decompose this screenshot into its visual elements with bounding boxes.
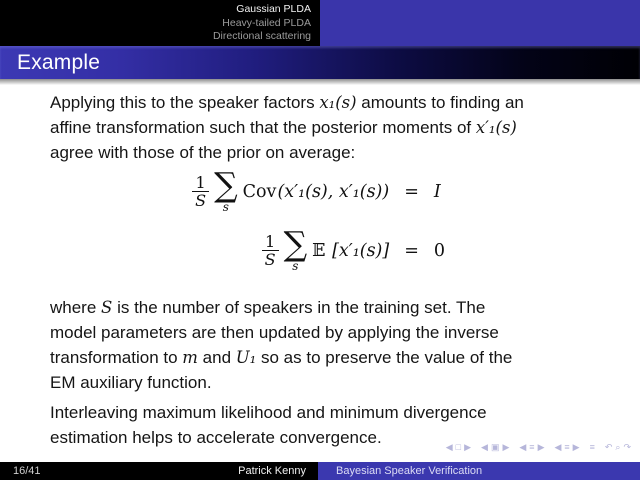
footer-author-box bbox=[0, 462, 318, 480]
text-segment: estimation helps to accelerate convergence. bbox=[50, 428, 382, 447]
equation-2-rhs: 0 bbox=[433, 240, 446, 261]
text-line bbox=[50, 400, 610, 425]
cov-operator: Cov bbox=[242, 181, 277, 202]
text-segment: Applying this to the speaker factors bbox=[50, 93, 320, 112]
text-segment: EM auxiliary function. bbox=[50, 373, 212, 392]
inline-math-x1s: x₁(s) bbox=[319, 93, 357, 112]
equals-sign: = bbox=[404, 240, 419, 261]
expectation-arguments: [x′₁(s)] bbox=[332, 240, 390, 261]
header-section-nav bbox=[0, 0, 320, 46]
inline-math-x1-prime-s: x′₁(s) bbox=[475, 118, 517, 137]
inline-math-m: m bbox=[182, 348, 198, 367]
paragraph-intro bbox=[50, 90, 610, 165]
subsection-icon[interactable]: ≡ bbox=[529, 442, 535, 452]
fraction-denominator: S bbox=[262, 250, 279, 268]
slide-nav-group bbox=[446, 442, 471, 452]
frame-icon[interactable]: ▣ bbox=[490, 442, 500, 452]
nav-section-gaussian-plda[interactable]: Gaussian PLDA bbox=[236, 3, 311, 15]
section-nav-group bbox=[554, 442, 579, 452]
appendix-nav-group bbox=[590, 442, 595, 452]
equation-2-body bbox=[312, 241, 389, 261]
fraction-1-over-S bbox=[262, 233, 279, 269]
footer-author: Patrick Kenny bbox=[238, 465, 306, 477]
sum-index: s bbox=[292, 259, 299, 274]
expectation-operator: 𝔼 bbox=[312, 240, 326, 261]
history-nav-group bbox=[605, 442, 631, 452]
paragraph-explanation bbox=[50, 295, 610, 395]
equation-block bbox=[0, 165, 640, 274]
next-section-icon[interactable]: ▶ bbox=[572, 442, 580, 452]
prev-subsection-icon[interactable]: ◀ bbox=[519, 442, 527, 452]
beamer-nav-symbols bbox=[446, 442, 631, 452]
title-bar-shadow bbox=[0, 79, 640, 85]
text-segment: Interleaving maximum likelihood and minimum divergence bbox=[50, 403, 487, 422]
next-subsection-icon[interactable]: ▶ bbox=[537, 442, 545, 452]
text-segment: model parameters are then updated by applying the inverse bbox=[50, 323, 499, 342]
equation-2-lhs bbox=[262, 224, 390, 274]
fraction-numerator: 1 bbox=[265, 231, 276, 251]
frame-nav-group bbox=[481, 442, 509, 452]
equation-1-body bbox=[243, 182, 390, 202]
section-icon[interactable]: ≡ bbox=[564, 442, 570, 452]
summation-operator bbox=[214, 165, 238, 215]
text-segment: so as to preserve the value of the bbox=[256, 348, 513, 367]
nav-section-heavy-tailed-plda[interactable]: Heavy-tailed PLDA bbox=[222, 16, 311, 29]
text-segment: agree with those of the prior on average: bbox=[50, 143, 356, 162]
document-icon[interactable]: ≡ bbox=[589, 442, 595, 452]
frame-title: Example bbox=[17, 50, 101, 74]
prev-section-icon[interactable]: ◀ bbox=[554, 442, 562, 452]
page-number: 16/41 bbox=[13, 465, 41, 477]
header bbox=[0, 0, 640, 46]
text-line bbox=[50, 140, 610, 165]
slide-icon[interactable]: □ bbox=[455, 442, 462, 452]
text-line bbox=[50, 295, 610, 320]
inline-math-S: S bbox=[101, 298, 113, 317]
text-segment: affine transformation such that the posterior moments of bbox=[50, 118, 476, 137]
summation-operator bbox=[283, 224, 308, 274]
forward-icon[interactable]: ↷ bbox=[623, 442, 631, 452]
text-line bbox=[50, 115, 610, 140]
fraction-numerator: 1 bbox=[195, 172, 206, 192]
presentation-title: Bayesian Speaker Verification bbox=[336, 465, 483, 477]
subsection-nav-group bbox=[519, 442, 544, 452]
footer-title-box bbox=[318, 462, 640, 480]
search-icon[interactable]: ⌕ bbox=[615, 442, 621, 452]
text-line bbox=[50, 345, 610, 370]
next-slide-icon[interactable]: ▶ bbox=[464, 442, 472, 452]
text-segment: where bbox=[50, 298, 102, 317]
inline-math-U1: U₁ bbox=[235, 348, 257, 367]
footer bbox=[0, 462, 640, 480]
text-line bbox=[50, 370, 610, 395]
text-segment: amounts to finding an bbox=[356, 93, 524, 112]
equals-sign: = bbox=[404, 181, 419, 202]
equation-1-rhs: I bbox=[433, 181, 441, 202]
equation-grid bbox=[192, 165, 448, 274]
sigma-glyph: ∑ bbox=[214, 165, 238, 204]
nav-section-directional-scattering[interactable]: Directional scattering bbox=[212, 30, 311, 43]
equation-1-lhs bbox=[192, 165, 390, 215]
prev-frame-icon[interactable]: ◀ bbox=[481, 442, 488, 452]
back-icon[interactable]: ↶ bbox=[604, 442, 613, 452]
fraction-1-over-S bbox=[192, 174, 209, 210]
fraction-denominator: S bbox=[192, 191, 209, 209]
text-segment: transformation to bbox=[50, 348, 183, 367]
sum-index: s bbox=[222, 200, 229, 215]
prev-slide-icon[interactable]: ◀ bbox=[445, 442, 453, 452]
next-frame-icon[interactable]: ▶ bbox=[502, 442, 510, 452]
cov-arguments: (x′₁(s), x′₁(s)) bbox=[277, 181, 390, 202]
text-segment: and bbox=[197, 348, 236, 367]
header-accent-block bbox=[320, 0, 640, 46]
text-segment: is the number of speakers in the training set. The bbox=[112, 298, 486, 317]
frame-title-bar bbox=[0, 46, 640, 79]
text-line bbox=[50, 320, 610, 345]
sigma-glyph: ∑ bbox=[283, 224, 308, 264]
text-line bbox=[50, 90, 610, 115]
